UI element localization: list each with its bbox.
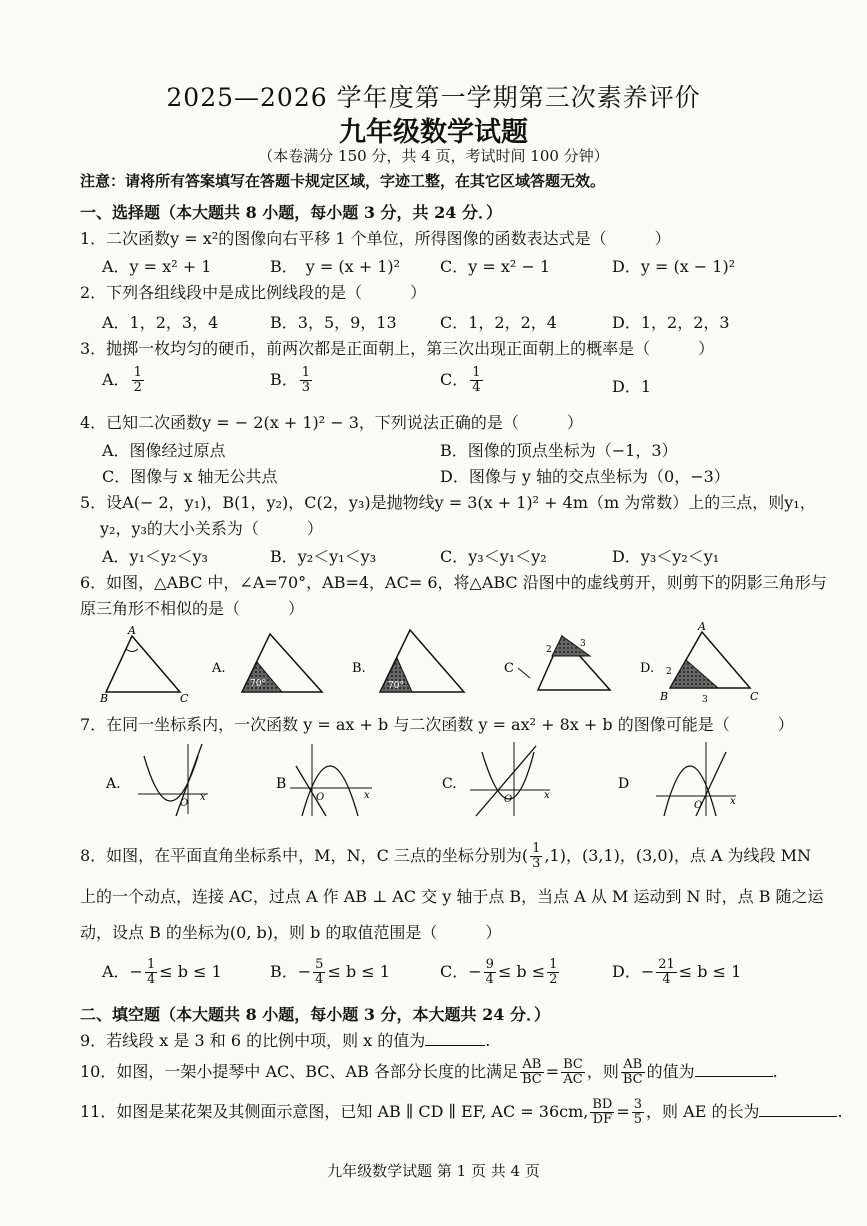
q11-f1-den: DF bbox=[592, 1112, 613, 1127]
q8-stem-pre: 8．如图，在平面直角坐标系中，M，N，C 三点的坐标分别为 bbox=[80, 846, 522, 865]
q6-a-angle: 70° bbox=[250, 679, 266, 689]
q6-figure-b bbox=[352, 630, 464, 692]
q6-c-num3: 3 bbox=[580, 639, 586, 649]
q6-d-label-C: C bbox=[750, 690, 759, 703]
q11-f1-num: BD bbox=[592, 1097, 613, 1112]
q8-b-num: 5 bbox=[315, 957, 324, 972]
q6-option-a-label: A. bbox=[212, 661, 226, 676]
q8-a-pre: A．− bbox=[102, 962, 143, 981]
q11-fraction2 bbox=[632, 1098, 644, 1127]
q8-a-fraction bbox=[145, 958, 157, 987]
q4-stem: 4．已知二次函数y = − 2(x + 1)² − 3，下列说法正确的是（ ） bbox=[80, 413, 583, 432]
q9-text: 9．若线段 x 是 3 和 6 的比例中项，则 x 的值为 bbox=[80, 1031, 426, 1050]
q4-option-d: D．图像与 y 轴的交点坐标为（0，−3） bbox=[440, 467, 730, 486]
q6-label-B: B bbox=[100, 692, 109, 705]
q3-c-num: 1 bbox=[472, 365, 481, 380]
q10-f3-num: AB bbox=[621, 1058, 645, 1073]
q10-answer-blank bbox=[695, 1062, 773, 1077]
q8-d-den: 4 bbox=[662, 972, 671, 987]
q10-f1-num: AB bbox=[520, 1058, 544, 1073]
exam-info: （本卷满分 150 分，共 4 页，考试时间 100 分钟） bbox=[258, 147, 609, 165]
q3-b-num: 1 bbox=[301, 365, 311, 380]
section2-title: 二、填空题（本大题共 8 小题，每小题 3 分，本大题共 24 分．） bbox=[80, 1005, 550, 1024]
q2-option-a: A．1，2，3，4 bbox=[102, 313, 219, 332]
q11-pre: 11．如图是某花架及其侧面示意图，已知 AB ∥ CD ∥ EF, AC = 36cm, bbox=[80, 1102, 589, 1121]
q9-answer-blank bbox=[425, 1031, 485, 1046]
q6-original-triangle bbox=[99, 624, 189, 705]
q10-end: . bbox=[772, 1062, 778, 1081]
q3-b-fraction bbox=[300, 366, 312, 395]
q8-d-num: 21 bbox=[658, 957, 675, 972]
q11-end: . bbox=[837, 1102, 843, 1121]
q3-option-d: D．1 bbox=[612, 377, 652, 396]
q8-stem-line3: 动，设点 B 的坐标为(0, b)，则 b 的取值范围是（ ） bbox=[80, 923, 502, 942]
q5-option-b: B．y₂＜y₁＜y₃ bbox=[270, 547, 377, 566]
exam-notice: 注意：请将所有答案填写在答题卡规定区域，字迹工整，在其它区域答题无效。 bbox=[80, 172, 606, 190]
q7-a-x: x bbox=[200, 792, 206, 803]
q4-option-a: A．图像经过原点 bbox=[102, 441, 226, 460]
q2-option-c: C．1，2，2，4 bbox=[440, 313, 557, 332]
q3-a-label: A． bbox=[102, 370, 130, 389]
q3-b-den: 3 bbox=[301, 380, 311, 395]
q10-eq: = bbox=[545, 1062, 560, 1081]
q1-stem: 1．二次函数y = x²的图像向右平移 1 个单位，所得图像的函数表达式是（ ） bbox=[80, 229, 671, 248]
q6-figure-d bbox=[640, 622, 759, 705]
q6-figure-a bbox=[211, 634, 322, 692]
q10-stem bbox=[80, 1058, 778, 1087]
q11-f2-den: 5 bbox=[633, 1112, 643, 1127]
q8-m-fraction bbox=[530, 842, 542, 871]
q8-c-fraction bbox=[484, 958, 496, 987]
exam-title: 2025—2026 学年度第一学期第三次素养评价 bbox=[166, 83, 701, 112]
q7-c-origin: O bbox=[504, 794, 513, 805]
q8-a-den: 4 bbox=[146, 972, 156, 987]
q8-c-fraction2 bbox=[547, 958, 559, 987]
q8-m-num: 1 bbox=[532, 841, 541, 856]
q8-b-pre: B．− bbox=[270, 962, 312, 981]
q3-a-den: 2 bbox=[133, 380, 142, 395]
q3-a-fraction bbox=[132, 366, 144, 395]
q9-end: . bbox=[485, 1031, 491, 1050]
q8-stem-line2: 上的一个动点，连接 AC，过点 A 作 AB ⊥ AC 交 y 轴于点 B，当点 A 从 M 运动到 N 时，点 B 随之运 bbox=[80, 887, 824, 906]
q7-option-b-label: B bbox=[276, 776, 287, 792]
q6-option-d-label: D. bbox=[640, 661, 655, 676]
q10-post: 的值为 bbox=[646, 1062, 695, 1081]
q10-f2-num: BC bbox=[563, 1057, 583, 1072]
q1-option-b: B． y = (x + 1)² bbox=[270, 257, 401, 276]
q4-option-b: B．图像的顶点坐标为（−1，3） bbox=[440, 441, 678, 460]
q7-b-x: x bbox=[364, 790, 370, 801]
q1-option-c: C．y = x² − 1 bbox=[440, 257, 551, 276]
q3-a-num: 1 bbox=[133, 365, 142, 380]
q6-option-c-label: C bbox=[504, 661, 514, 676]
q2-option-d: D．1，2，2，3 bbox=[612, 313, 730, 332]
q3-c-fraction bbox=[470, 366, 482, 395]
exam-subtitle: 九年级数学试题 bbox=[339, 117, 528, 148]
q10-f2-den: AC bbox=[563, 1072, 583, 1087]
q7-graph-b bbox=[276, 744, 372, 816]
q8-c-num: 9 bbox=[485, 957, 494, 972]
q8-c-num2: 1 bbox=[549, 957, 558, 972]
q3-option-b bbox=[270, 366, 314, 395]
q6-figures bbox=[90, 622, 770, 710]
q8-d-pre: D．− bbox=[612, 962, 655, 981]
q3-c-den: 4 bbox=[472, 380, 481, 395]
q8-option-a bbox=[102, 958, 222, 987]
page-footer: 九年级数学试题 第 1 页 共 4 页 bbox=[327, 1162, 540, 1180]
q8-c-pre: C．− bbox=[440, 962, 482, 981]
q7-option-d-label: D bbox=[618, 776, 630, 792]
q6-d-num2: 2 bbox=[666, 667, 672, 677]
q7-graph-c bbox=[442, 742, 550, 816]
q6-d-label-B: B bbox=[660, 690, 669, 703]
q8-a-num: 1 bbox=[146, 957, 156, 972]
q8-c-den: 4 bbox=[485, 972, 494, 987]
q8-b-den: 4 bbox=[315, 972, 324, 987]
section1-title: 一、选择题（本大题共 8 小题，每小题 3 分，共 24 分．） bbox=[80, 203, 502, 222]
q6-d-num3: 3 bbox=[702, 695, 708, 705]
q6-b-angle: 70° bbox=[388, 681, 404, 691]
q8-option-d bbox=[612, 958, 741, 987]
q8-c-mid: ≤ b ≤ bbox=[497, 962, 546, 981]
q7-b-origin: O bbox=[316, 792, 325, 803]
q7-c-x: x bbox=[544, 790, 550, 801]
q5-option-c: C．y₃＜y₁＜y₂ bbox=[440, 547, 547, 566]
q1-option-a: A．y = x² + 1 bbox=[102, 257, 212, 276]
q1-option-d: D．y = (x − 1)² bbox=[612, 257, 736, 276]
q6-label-A: A bbox=[128, 624, 136, 637]
q5-stem-line2: y₂，y₃的大小关系为（ ） bbox=[100, 519, 323, 538]
q7-graph-a bbox=[105, 744, 208, 816]
q8-b-post: ≤ b ≤ 1 bbox=[327, 962, 390, 981]
q6-stem-line2: 原三角形不相似的是（ ） bbox=[80, 599, 305, 618]
q11-eq: = bbox=[616, 1102, 630, 1121]
q4-option-c: C．图像与 x 轴无公共点 bbox=[102, 467, 278, 486]
q7-d-origin: O bbox=[694, 800, 703, 811]
q10-fraction1 bbox=[520, 1058, 544, 1087]
q6-c-num2: 2 bbox=[546, 645, 552, 655]
q8-b-fraction bbox=[313, 958, 325, 987]
q10-pre: 10．如图，一架小提琴中 AC、BC、AB 各部分长度的比满足 bbox=[80, 1062, 518, 1081]
q6-label-C: C bbox=[180, 692, 189, 705]
q10-f3-den: BC bbox=[622, 1072, 643, 1087]
q10-fraction3 bbox=[621, 1058, 645, 1087]
q11-f2-num: 3 bbox=[633, 1097, 643, 1112]
q6-stem-line1: 6．如图，△ABC 中，∠A=70°，AB=4，AC= 6，将△ABC 沿图中的虚线剪开，则剪下的阴影三角形与 bbox=[80, 573, 827, 592]
q11-stem bbox=[80, 1098, 843, 1127]
q3-option-c bbox=[440, 366, 485, 395]
q3-b-label: B． bbox=[270, 370, 298, 389]
q10-mid: ，则 bbox=[586, 1062, 619, 1081]
q7-a-origin: O bbox=[180, 798, 189, 809]
q5-option-d: D．y₃＜y₂＜y₁ bbox=[612, 547, 720, 566]
q7-option-c-label: C. bbox=[442, 776, 457, 792]
q11-answer-blank bbox=[759, 1102, 837, 1117]
q8-stem-post: ，(3,1)，(3,0)，点 A 为线段 MN bbox=[565, 846, 812, 865]
q11-fraction1 bbox=[590, 1098, 614, 1127]
q8-c-den2: 2 bbox=[549, 972, 558, 987]
q7-stem: 7．在同一坐标系内，一次函数 y = ax + b 与二次函数 y = ax² + 8x + b 的图像可能是（ ） bbox=[80, 715, 794, 734]
q6-option-b-label: B. bbox=[352, 661, 366, 676]
q5-option-a: A．y₁＜y₂＜y₃ bbox=[102, 547, 208, 566]
q5-stem-line1: 5．设A(− 2，y₁)，B(1，y₂)，C(2，y₃)是抛物线y = 3(x + 1)² + 4m（m 为常数）上的三点，则y₁， bbox=[80, 493, 816, 512]
q8-d-fraction bbox=[656, 958, 677, 987]
q8-option-c bbox=[440, 958, 561, 987]
q2-option-b: B．3，5，9，13 bbox=[270, 313, 397, 332]
q9-stem bbox=[80, 1028, 490, 1051]
q7-graph-d bbox=[618, 742, 736, 816]
q2-stem: 2．下列各组线段中是成比例线段的是（ ） bbox=[80, 283, 427, 302]
q8-d-post: ≤ b ≤ 1 bbox=[678, 962, 742, 981]
q8-option-b bbox=[270, 958, 390, 987]
q6-figure-c bbox=[504, 636, 610, 690]
q8-a-post: ≤ b ≤ 1 bbox=[159, 962, 222, 981]
q10-fraction2 bbox=[561, 1058, 585, 1087]
q8-m-den: 3 bbox=[532, 856, 541, 871]
q8-stem-line1: 8．如图，在平面直角坐标系中，M，N，C 三点的坐标分别为( $\frac{1}{3}$ ,1)，(3,1)，(3,0)，点 A 为线段 MN bbox=[80, 841, 812, 871]
q6-d-label-A: A bbox=[698, 622, 706, 633]
q3-c-label: C． bbox=[440, 370, 469, 389]
q11-post: ，则 AE 的长为 bbox=[646, 1102, 760, 1121]
q10-f1-den: BC bbox=[521, 1072, 542, 1087]
q7-graphs bbox=[90, 736, 770, 826]
q3-option-a bbox=[102, 366, 146, 395]
q7-option-a-label: A. bbox=[106, 776, 121, 792]
q3-stem: 3．抛掷一枚均匀的硬币，前两次都是正面朝上，第三次出现正面朝上的概率是（ ） bbox=[80, 339, 715, 358]
q7-d-x: x bbox=[730, 796, 736, 807]
